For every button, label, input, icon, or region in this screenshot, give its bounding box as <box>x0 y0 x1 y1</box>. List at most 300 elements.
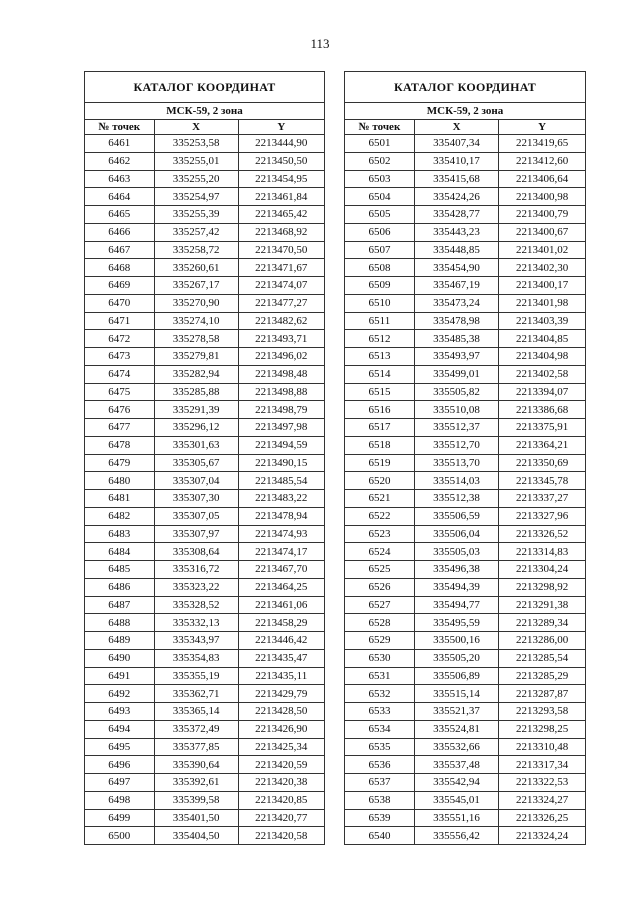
table-row <box>85 312 325 330</box>
table-row <box>85 578 325 596</box>
y-coordinate-cell: 2213474,93 <box>238 525 324 543</box>
x-coordinate-cell: 335521,37 <box>414 703 498 721</box>
point-number-cell: 6503 <box>345 170 415 188</box>
point-number-cell: 6499 <box>85 809 155 827</box>
y-coordinate-cell: 2213429,79 <box>238 685 324 703</box>
x-coordinate-cell: 335485,38 <box>414 330 498 348</box>
y-coordinate-cell: 2213314,83 <box>499 543 586 561</box>
table-row <box>85 259 325 277</box>
point-number-cell: 6516 <box>345 401 415 419</box>
y-coordinate-cell: 2213464,25 <box>238 578 324 596</box>
x-coordinate-cell: 335512,70 <box>414 436 498 454</box>
x-coordinate-cell: 335253,58 <box>154 135 238 153</box>
x-coordinate-cell: 335443,23 <box>414 223 498 241</box>
table-row <box>85 827 325 845</box>
y-coordinate-cell: 2213291,38 <box>499 596 586 614</box>
y-coordinate-cell: 2213404,98 <box>499 348 586 366</box>
y-coordinate-cell: 2213327,96 <box>499 507 586 525</box>
table-row <box>345 152 586 170</box>
y-coordinate-cell: 2213420,38 <box>238 774 324 792</box>
table-row <box>345 206 586 224</box>
point-number-cell: 6510 <box>345 294 415 312</box>
catalog-title: КАТАЛОГ КООРДИНАТ <box>345 72 586 103</box>
x-coordinate-cell: 335514,03 <box>414 472 498 490</box>
table-row <box>345 259 586 277</box>
x-coordinate-cell: 335291,39 <box>154 401 238 419</box>
x-coordinate-cell: 335542,94 <box>414 774 498 792</box>
y-coordinate-cell: 2213364,21 <box>499 436 586 454</box>
table-row <box>345 632 586 650</box>
x-coordinate-cell: 335404,50 <box>154 827 238 845</box>
table-row <box>345 294 586 312</box>
x-coordinate-cell: 335267,17 <box>154 277 238 295</box>
point-number-cell: 6507 <box>345 241 415 259</box>
point-number-cell: 6481 <box>85 490 155 508</box>
x-coordinate-cell: 335415,68 <box>414 170 498 188</box>
point-number-cell: 6493 <box>85 703 155 721</box>
table-row <box>85 277 325 295</box>
point-number-cell: 6464 <box>85 188 155 206</box>
y-coordinate-cell: 2213465,42 <box>238 206 324 224</box>
table-row <box>85 419 325 437</box>
y-coordinate-cell: 2213400,98 <box>499 188 586 206</box>
point-number-cell: 6484 <box>85 543 155 561</box>
y-coordinate-cell: 2213317,34 <box>499 756 586 774</box>
table-row <box>345 383 586 401</box>
table-row <box>85 791 325 809</box>
point-number-cell: 6538 <box>345 791 415 809</box>
point-number-cell: 6489 <box>85 632 155 650</box>
coordinate-system-label: МСК-59, 2 зона <box>345 103 586 120</box>
x-coordinate-cell: 335500,16 <box>414 632 498 650</box>
point-number-cell: 6498 <box>85 791 155 809</box>
x-coordinate-cell: 335362,71 <box>154 685 238 703</box>
x-coordinate-cell: 335354,83 <box>154 649 238 667</box>
x-coordinate-cell: 335328,52 <box>154 596 238 614</box>
y-coordinate-cell: 2213426,90 <box>238 720 324 738</box>
y-coordinate-cell: 2213404,85 <box>499 330 586 348</box>
table-row <box>345 649 586 667</box>
table-row <box>345 419 586 437</box>
point-number-cell: 6526 <box>345 578 415 596</box>
point-number-cell: 6471 <box>85 312 155 330</box>
x-coordinate-cell: 335478,98 <box>414 312 498 330</box>
table-row <box>345 472 586 490</box>
table-row <box>345 170 586 188</box>
table-row <box>85 490 325 508</box>
y-coordinate-cell: 2213419,65 <box>499 135 586 153</box>
table-row <box>345 827 586 845</box>
x-coordinate-cell: 335513,70 <box>414 454 498 472</box>
table-row <box>345 401 586 419</box>
y-coordinate-cell: 2213304,24 <box>499 561 586 579</box>
point-number-cell: 6496 <box>85 756 155 774</box>
point-number-cell: 6461 <box>85 135 155 153</box>
x-coordinate-cell: 335556,42 <box>414 827 498 845</box>
x-coordinate-cell: 335285,88 <box>154 383 238 401</box>
y-coordinate-cell: 2213474,17 <box>238 543 324 561</box>
table-row <box>345 223 586 241</box>
y-coordinate-cell: 2213375,91 <box>499 419 586 437</box>
point-number-cell: 6521 <box>345 490 415 508</box>
x-coordinate-cell: 335257,42 <box>154 223 238 241</box>
y-coordinate-cell: 2213468,92 <box>238 223 324 241</box>
table-row <box>85 720 325 738</box>
x-coordinate-cell: 335506,59 <box>414 507 498 525</box>
table-row <box>85 365 325 383</box>
y-coordinate-cell: 2213402,58 <box>499 365 586 383</box>
x-coordinate-cell: 335505,20 <box>414 649 498 667</box>
y-coordinate-cell: 2213326,25 <box>499 809 586 827</box>
y-coordinate-cell: 2213420,58 <box>238 827 324 845</box>
column-header-x: X <box>154 120 238 135</box>
table-row <box>345 135 586 153</box>
table-row <box>85 170 325 188</box>
x-coordinate-cell: 335305,67 <box>154 454 238 472</box>
y-coordinate-cell: 2213298,92 <box>499 578 586 596</box>
y-coordinate-cell: 2213483,22 <box>238 490 324 508</box>
point-number-cell: 6490 <box>85 649 155 667</box>
x-coordinate-cell: 335365,14 <box>154 703 238 721</box>
table-row <box>345 543 586 561</box>
table-row <box>345 507 586 525</box>
y-coordinate-cell: 2213420,77 <box>238 809 324 827</box>
table-row <box>85 667 325 685</box>
table-row <box>345 809 586 827</box>
point-number-cell: 6534 <box>345 720 415 738</box>
table-row <box>345 578 586 596</box>
x-coordinate-cell: 335343,97 <box>154 632 238 650</box>
table-row <box>345 365 586 383</box>
point-number-cell: 6492 <box>85 685 155 703</box>
point-number-cell: 6531 <box>345 667 415 685</box>
x-coordinate-cell: 335467,19 <box>414 277 498 295</box>
y-coordinate-cell: 2213286,00 <box>499 632 586 650</box>
point-number-cell: 6480 <box>85 472 155 490</box>
table-row <box>85 436 325 454</box>
x-coordinate-cell: 335307,30 <box>154 490 238 508</box>
point-number-cell: 6501 <box>345 135 415 153</box>
x-coordinate-cell: 335496,38 <box>414 561 498 579</box>
x-coordinate-cell: 335545,01 <box>414 791 498 809</box>
table-row <box>345 774 586 792</box>
y-coordinate-cell: 2213482,62 <box>238 312 324 330</box>
point-number-cell: 6494 <box>85 720 155 738</box>
x-coordinate-cell: 335410,17 <box>414 152 498 170</box>
y-coordinate-cell: 2213322,53 <box>499 774 586 792</box>
y-coordinate-cell: 2213324,24 <box>499 827 586 845</box>
table-row <box>85 152 325 170</box>
point-number-cell: 6462 <box>85 152 155 170</box>
coordinate-catalog-table-right <box>344 71 586 845</box>
column-header-point-number: № точек <box>85 120 155 135</box>
table-row <box>345 525 586 543</box>
x-coordinate-cell: 335506,04 <box>414 525 498 543</box>
x-coordinate-cell: 335323,22 <box>154 578 238 596</box>
y-coordinate-cell: 2213285,29 <box>499 667 586 685</box>
table-row <box>85 632 325 650</box>
y-coordinate-cell: 2213446,42 <box>238 632 324 650</box>
x-coordinate-cell: 335493,97 <box>414 348 498 366</box>
y-coordinate-cell: 2213400,17 <box>499 277 586 295</box>
x-coordinate-cell: 335255,01 <box>154 152 238 170</box>
y-coordinate-cell: 2213450,50 <box>238 152 324 170</box>
point-number-cell: 6532 <box>345 685 415 703</box>
point-number-cell: 6491 <box>85 667 155 685</box>
point-number-cell: 6485 <box>85 561 155 579</box>
y-coordinate-cell: 2213490,15 <box>238 454 324 472</box>
table-row <box>345 330 586 348</box>
x-coordinate-cell: 335282,94 <box>154 365 238 383</box>
table-row <box>85 596 325 614</box>
y-coordinate-cell: 2213400,67 <box>499 223 586 241</box>
table-row <box>345 756 586 774</box>
table-row <box>345 188 586 206</box>
x-coordinate-cell: 335355,19 <box>154 667 238 685</box>
point-number-cell: 6514 <box>345 365 415 383</box>
y-coordinate-cell: 2213498,79 <box>238 401 324 419</box>
x-coordinate-cell: 335505,03 <box>414 543 498 561</box>
point-number-cell: 6508 <box>345 259 415 277</box>
table-row <box>345 720 586 738</box>
y-coordinate-cell: 2213298,25 <box>499 720 586 738</box>
x-coordinate-cell: 335372,49 <box>154 720 238 738</box>
x-coordinate-cell: 335506,89 <box>414 667 498 685</box>
y-coordinate-cell: 2213402,30 <box>499 259 586 277</box>
y-coordinate-cell: 2213310,48 <box>499 738 586 756</box>
x-coordinate-cell: 335307,05 <box>154 507 238 525</box>
x-coordinate-cell: 335407,34 <box>414 135 498 153</box>
table-row <box>85 135 325 153</box>
column-header-point-number: № точек <box>345 120 415 135</box>
point-number-cell: 6512 <box>345 330 415 348</box>
y-coordinate-cell: 2213293,58 <box>499 703 586 721</box>
point-number-cell: 6504 <box>345 188 415 206</box>
table-row <box>85 543 325 561</box>
x-coordinate-cell: 335428,77 <box>414 206 498 224</box>
table-row <box>345 436 586 454</box>
point-number-cell: 6479 <box>85 454 155 472</box>
y-coordinate-cell: 2213401,02 <box>499 241 586 259</box>
table-row <box>345 454 586 472</box>
point-number-cell: 6530 <box>345 649 415 667</box>
table-row <box>85 774 325 792</box>
y-coordinate-cell: 2213444,90 <box>238 135 324 153</box>
x-coordinate-cell: 335274,10 <box>154 312 238 330</box>
y-coordinate-cell: 2213467,70 <box>238 561 324 579</box>
x-coordinate-cell: 335316,72 <box>154 561 238 579</box>
x-coordinate-cell: 335307,97 <box>154 525 238 543</box>
y-coordinate-cell: 2213494,59 <box>238 436 324 454</box>
y-coordinate-cell: 2213401,98 <box>499 294 586 312</box>
x-coordinate-cell: 335524,81 <box>414 720 498 738</box>
table-row <box>85 401 325 419</box>
y-coordinate-cell: 2213287,87 <box>499 685 586 703</box>
table-row <box>345 791 586 809</box>
x-coordinate-cell: 335308,64 <box>154 543 238 561</box>
point-number-cell: 6477 <box>85 419 155 437</box>
point-number-cell: 6506 <box>345 223 415 241</box>
table-row <box>85 507 325 525</box>
column-header-x: X <box>414 120 498 135</box>
x-coordinate-cell: 335494,77 <box>414 596 498 614</box>
x-coordinate-cell: 335390,64 <box>154 756 238 774</box>
point-number-cell: 6522 <box>345 507 415 525</box>
y-coordinate-cell: 2213386,68 <box>499 401 586 419</box>
point-number-cell: 6509 <box>345 277 415 295</box>
point-number-cell: 6472 <box>85 330 155 348</box>
table-row <box>85 223 325 241</box>
table-row <box>85 809 325 827</box>
table-row <box>85 348 325 366</box>
table-row <box>345 596 586 614</box>
table-row <box>85 241 325 259</box>
point-number-cell: 6476 <box>85 401 155 419</box>
x-coordinate-cell: 335494,39 <box>414 578 498 596</box>
point-number-cell: 6511 <box>345 312 415 330</box>
point-number-cell: 6466 <box>85 223 155 241</box>
point-number-cell: 6537 <box>345 774 415 792</box>
y-coordinate-cell: 2213326,52 <box>499 525 586 543</box>
point-number-cell: 6540 <box>345 827 415 845</box>
point-number-cell: 6500 <box>85 827 155 845</box>
point-number-cell: 6469 <box>85 277 155 295</box>
y-coordinate-cell: 2213425,34 <box>238 738 324 756</box>
point-number-cell: 6533 <box>345 703 415 721</box>
table-row <box>345 312 586 330</box>
y-coordinate-cell: 2213461,06 <box>238 596 324 614</box>
point-number-cell: 6539 <box>345 809 415 827</box>
y-coordinate-cell: 2213350,69 <box>499 454 586 472</box>
x-coordinate-cell: 335254,97 <box>154 188 238 206</box>
y-coordinate-cell: 2213435,47 <box>238 649 324 667</box>
table-row <box>85 294 325 312</box>
table-row <box>85 561 325 579</box>
x-coordinate-cell: 335495,59 <box>414 614 498 632</box>
y-coordinate-cell: 2213435,11 <box>238 667 324 685</box>
column-header-y: Y <box>499 120 586 135</box>
point-number-cell: 6465 <box>85 206 155 224</box>
x-coordinate-cell: 335255,39 <box>154 206 238 224</box>
point-number-cell: 6487 <box>85 596 155 614</box>
point-number-cell: 6528 <box>345 614 415 632</box>
y-coordinate-cell: 2213498,88 <box>238 383 324 401</box>
x-coordinate-cell: 335392,61 <box>154 774 238 792</box>
table-row <box>85 685 325 703</box>
point-number-cell: 6527 <box>345 596 415 614</box>
point-number-cell: 6536 <box>345 756 415 774</box>
y-coordinate-cell: 2213458,29 <box>238 614 324 632</box>
y-coordinate-cell: 2213420,85 <box>238 791 324 809</box>
point-number-cell: 6513 <box>345 348 415 366</box>
table-row <box>85 525 325 543</box>
point-number-cell: 6475 <box>85 383 155 401</box>
x-coordinate-cell: 335510,08 <box>414 401 498 419</box>
x-coordinate-cell: 335551,16 <box>414 809 498 827</box>
point-number-cell: 6520 <box>345 472 415 490</box>
point-number-cell: 6502 <box>345 152 415 170</box>
x-coordinate-cell: 335332,13 <box>154 614 238 632</box>
catalog-title: КАТАЛОГ КООРДИНАТ <box>85 72 325 103</box>
y-coordinate-cell: 2213345,78 <box>499 472 586 490</box>
x-coordinate-cell: 335255,20 <box>154 170 238 188</box>
table-row <box>85 738 325 756</box>
x-coordinate-cell: 335454,90 <box>414 259 498 277</box>
table-row <box>85 756 325 774</box>
y-coordinate-cell: 2213485,54 <box>238 472 324 490</box>
table-row <box>85 188 325 206</box>
point-number-cell: 6515 <box>345 383 415 401</box>
table-row <box>85 614 325 632</box>
x-coordinate-cell: 335307,04 <box>154 472 238 490</box>
x-coordinate-cell: 335424,26 <box>414 188 498 206</box>
table-row <box>345 348 586 366</box>
y-coordinate-cell: 2213470,50 <box>238 241 324 259</box>
point-number-cell: 6482 <box>85 507 155 525</box>
point-number-cell: 6483 <box>85 525 155 543</box>
y-coordinate-cell: 2213474,07 <box>238 277 324 295</box>
page-number: 113 <box>310 36 330 51</box>
table-row <box>345 685 586 703</box>
x-coordinate-cell: 335448,85 <box>414 241 498 259</box>
point-number-cell: 6495 <box>85 738 155 756</box>
y-coordinate-cell: 2213400,79 <box>499 206 586 224</box>
x-coordinate-cell: 335377,85 <box>154 738 238 756</box>
point-number-cell: 6523 <box>345 525 415 543</box>
y-coordinate-cell: 2213420,59 <box>238 756 324 774</box>
y-coordinate-cell: 2213471,67 <box>238 259 324 277</box>
table-row <box>85 330 325 348</box>
x-coordinate-cell: 335296,12 <box>154 419 238 437</box>
point-number-cell: 6505 <box>345 206 415 224</box>
point-number-cell: 6519 <box>345 454 415 472</box>
table-row <box>345 614 586 632</box>
table-row <box>85 206 325 224</box>
table-row <box>85 472 325 490</box>
x-coordinate-cell: 335401,50 <box>154 809 238 827</box>
x-coordinate-cell: 335499,01 <box>414 365 498 383</box>
table-row <box>85 703 325 721</box>
x-coordinate-cell: 335278,58 <box>154 330 238 348</box>
y-coordinate-cell: 2213477,27 <box>238 294 324 312</box>
point-number-cell: 6463 <box>85 170 155 188</box>
x-coordinate-cell: 335505,82 <box>414 383 498 401</box>
y-coordinate-cell: 2213403,39 <box>499 312 586 330</box>
x-coordinate-cell: 335473,24 <box>414 294 498 312</box>
x-coordinate-cell: 335532,66 <box>414 738 498 756</box>
table-row <box>345 667 586 685</box>
point-number-cell: 6529 <box>345 632 415 650</box>
point-number-cell: 6468 <box>85 259 155 277</box>
table-row <box>85 383 325 401</box>
y-coordinate-cell: 2213454,95 <box>238 170 324 188</box>
table-row <box>85 649 325 667</box>
y-coordinate-cell: 2213493,71 <box>238 330 324 348</box>
point-number-cell: 6478 <box>85 436 155 454</box>
y-coordinate-cell: 2213406,64 <box>499 170 586 188</box>
y-coordinate-cell: 2213412,60 <box>499 152 586 170</box>
point-number-cell: 6467 <box>85 241 155 259</box>
y-coordinate-cell: 2213478,94 <box>238 507 324 525</box>
point-number-cell: 6535 <box>345 738 415 756</box>
point-number-cell: 6473 <box>85 348 155 366</box>
y-coordinate-cell: 2213428,50 <box>238 703 324 721</box>
table-row <box>345 561 586 579</box>
point-number-cell: 6474 <box>85 365 155 383</box>
y-coordinate-cell: 2213497,98 <box>238 419 324 437</box>
table-row <box>345 490 586 508</box>
point-number-cell: 6517 <box>345 419 415 437</box>
